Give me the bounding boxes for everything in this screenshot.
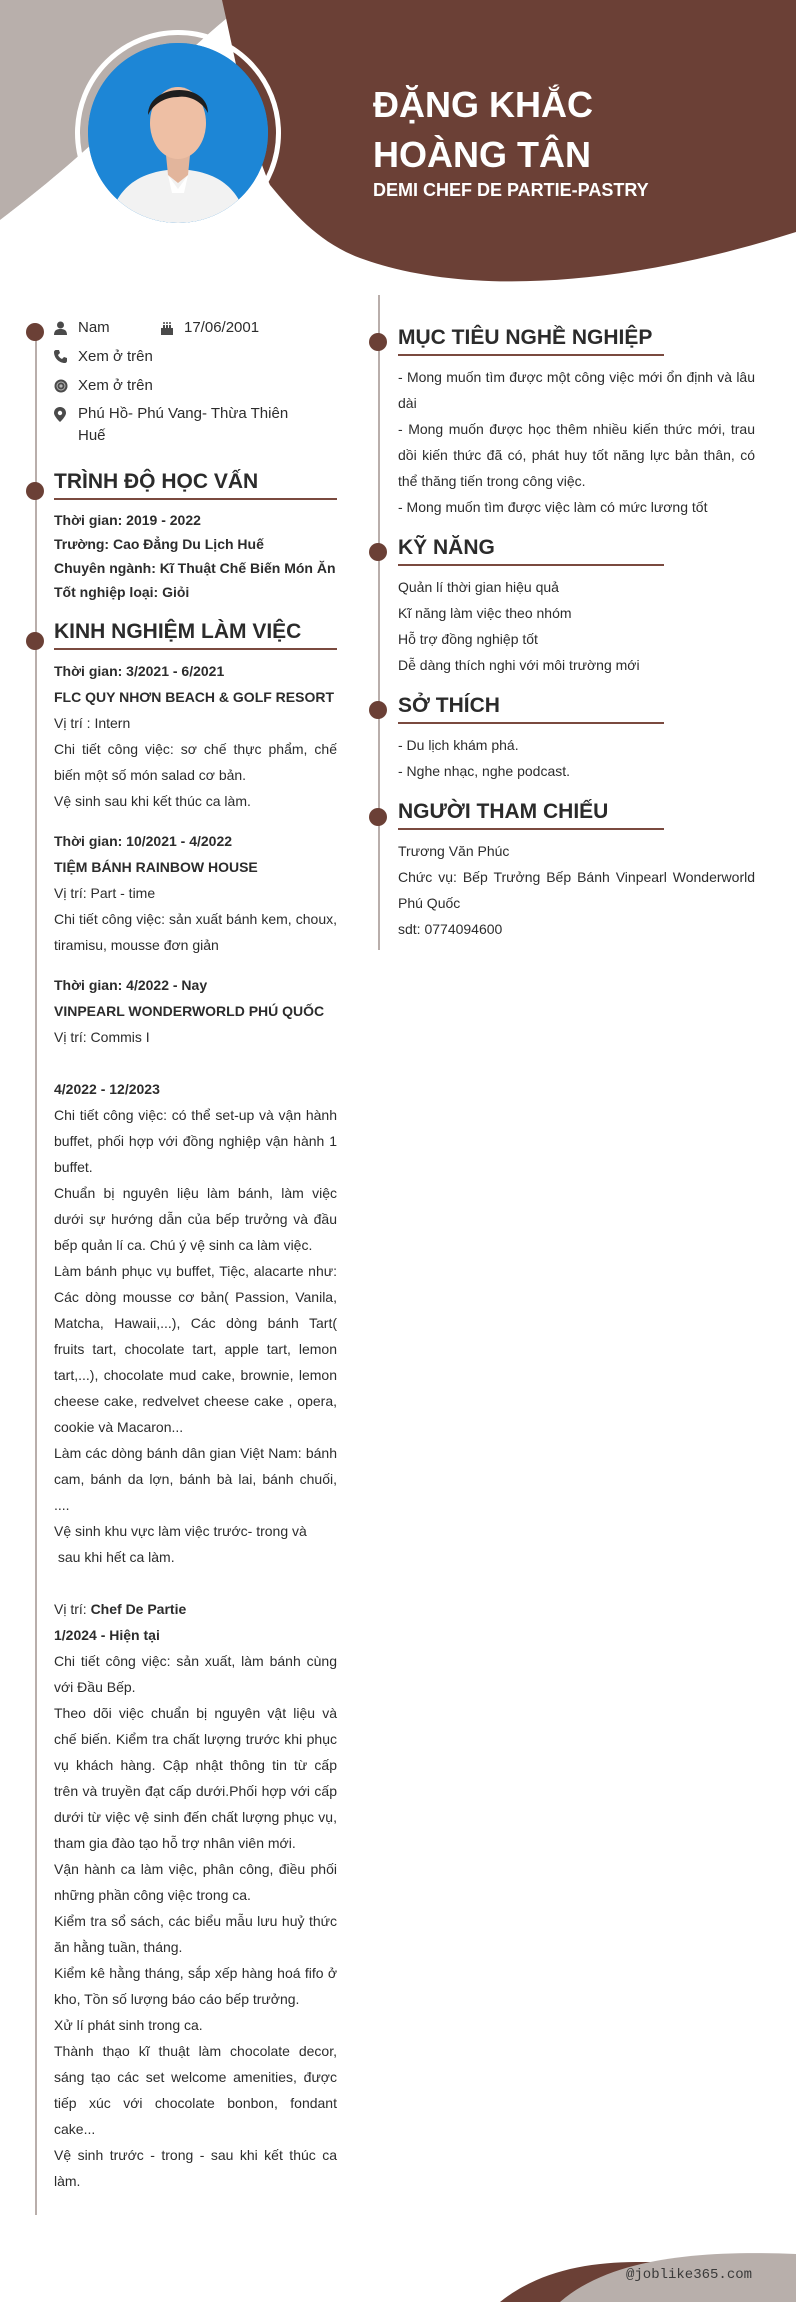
- birthday-cake-icon: [160, 318, 184, 337]
- job-2: [54, 828, 337, 958]
- name-line-1: ĐẶNG KHẮC: [373, 84, 593, 125]
- job-3-detail: Vệ sinh khu vực làm việc trước- trong và: [54, 1523, 307, 1539]
- avatar-photo: [88, 43, 268, 223]
- reference-position: Chức vụ: Bếp Trưởng Bếp Bánh Vinpearl Wonderworld Phú Quốc: [398, 869, 755, 911]
- job-3-time: Thời gian: 4/2022 - Nay: [54, 977, 208, 993]
- job-3-position-2: [54, 1596, 337, 1622]
- job-3-duty: Chi tiết công việc: sản xuất, làm bánh cùng với Đầu Bếp.: [54, 1653, 337, 1695]
- timeline-dot-objective: [369, 333, 387, 351]
- user-icon: [54, 318, 78, 337]
- watermark: @joblike365.com: [626, 2267, 753, 2283]
- email-row: [54, 376, 337, 395]
- skill-item: Quản lí thời gian hiệu quả: [398, 579, 559, 595]
- timeline-dot-reference: [369, 808, 387, 826]
- hobby-item: - Du lịch khám phá.: [398, 737, 519, 753]
- experience-title: KINH NGHIỆM LÀM VIỆC: [54, 620, 337, 650]
- objective-line: - Mong muốn được học thêm nhiều kiến thức mới, trau dồi kiến thức đã có, phát huy tốt năng lực bản thân, có thể thăng tiến trong công việc.: [398, 421, 755, 489]
- job-3-period-2: 4/2022 - 12/2023: [54, 1081, 160, 1097]
- birthday-value: 17/06/2001: [184, 319, 260, 336]
- timeline-dot-education: [26, 482, 44, 500]
- timeline-dot-personal: [26, 323, 44, 341]
- hobby-item: - Nghe nhạc, nghe podcast.: [398, 763, 571, 779]
- skill-item: Kĩ năng làm việc theo nhóm: [398, 605, 572, 621]
- reference-section: [398, 800, 755, 942]
- job-1-line: Vị trí : Intern: [54, 715, 131, 731]
- position-prefix: Vị trí:: [54, 1601, 91, 1617]
- phone-row: [54, 347, 337, 366]
- job-3-detail: Làm bánh phục vụ buffet, Tiệc, alacarte như: Các dòng mousse cơ bản( Passion, Vanila, Matcha, Hawaii,...), Các dòng bánh Tart( fruits tart, chocolate tart, apple tart, lemon tart,...), chocolate mud cake, brownie, lemon cheese cake, redvelvet cheese cake , opera, cookie và Macaron...: [54, 1263, 337, 1435]
- job-2-line: Chi tiết công việc: sản xuất bánh kem, choux, tiramisu, mousse đơn giản: [54, 911, 337, 953]
- job-3-duty: Theo dõi việc chuẩn bị nguyên vật liệu và chế biến. Kiểm tra chất lượng trước khi phục vụ khách hàng. Cập nhật thông tin từ cấp trên và truyền đạt cấp dưới.Phối hợp với cấp dưới từ việc vệ sinh đến chất lượng phục vụ, tham gia đào tạo hỗ trợ nhân viên mới.: [54, 1705, 337, 1851]
- globe-icon: [54, 376, 78, 395]
- job-3-duty: Kiểm kê hằng tháng, sắp xếp hàng hoá fifo ở kho, Tồn số lượng báo cáo bếp trưởng.: [54, 1965, 337, 2007]
- job-1-line: Vệ sinh sau khi kết thúc ca làm.: [54, 793, 251, 809]
- left-timeline: [35, 325, 37, 2215]
- job-2-line: Vị trí: Part - time: [54, 885, 156, 901]
- position-value: Chef De Partie: [90, 1601, 187, 1617]
- phone-icon: [54, 347, 78, 366]
- objective-section: [398, 326, 755, 520]
- hobbies-title: SỞ THÍCH: [398, 694, 664, 724]
- gender-birthday-row: [54, 318, 337, 337]
- right-column: [398, 318, 755, 942]
- timeline-dot-hobbies: [369, 701, 387, 719]
- skills-title: KỸ NĂNG: [398, 536, 664, 566]
- job-3-detail: Chuẩn bị nguyên liệu làm bánh, làm việc dưới sự hướng dẫn của bếp trưởng và đầu bếp quản lí ca. Chú ý vệ sinh ca làm việc.: [54, 1185, 337, 1253]
- personal-info: [54, 318, 337, 458]
- hobbies-section: [398, 694, 755, 784]
- reference-phone: sdt: 0774094600: [398, 921, 503, 937]
- job-3-detail: Làm các dòng bánh dân gian Việt Nam: bánh cam, bánh da lợn, bánh bà lai, bánh chuối, ....: [54, 1445, 337, 1513]
- education-time: Thời gian: 2019 - 2022: [54, 512, 201, 528]
- address-value: Phú Hồ- Phú Vang- Thừa Thiên Huế: [78, 405, 289, 444]
- header-banner: [0, 0, 796, 300]
- job-1-line: Chi tiết công việc: sơ chế thực phẩm, chế biến một số món salad cơ bản.: [54, 741, 337, 783]
- avatar: [88, 43, 268, 223]
- timeline-dot-experience: [26, 632, 44, 650]
- name-line-2: HOÀNG TÂN: [373, 134, 591, 175]
- job-3-duty: Vận hành ca làm việc, phân công, điều phối những phần công việc trong ca.: [54, 1861, 337, 1903]
- job-title: DEMI CHEF DE PARTIE-PASTRY: [373, 180, 649, 200]
- job-3-duty: Thành thạo kĩ thuật làm chocolate decor, sáng tạo các set welcome amenities, được tiếp xúc với chocolate bonbon, fondant cake...: [54, 2043, 337, 2137]
- job-2-time: Thời gian: 10/2021 - 4/2022: [54, 833, 233, 849]
- job-3-period-3: 1/2024 - Hiện tại: [54, 1627, 160, 1643]
- map-pin-icon: [54, 405, 78, 424]
- job-1: [54, 658, 337, 814]
- job-3-duty: Xử lí phát sinh trong ca.: [54, 2017, 203, 2033]
- education-grade: Tốt nghiệp loại: Giỏi: [54, 584, 190, 600]
- skills-section: [398, 536, 755, 678]
- job-3-duty: Vệ sinh trước - trong - sau khi kết thúc ca làm.: [54, 2147, 337, 2189]
- job-3-position: Vị trí: Commis I: [54, 1029, 150, 1045]
- education-major: Chuyên ngành: Kĩ Thuật Chế Biến Món Ăn: [54, 560, 336, 576]
- objective-line: - Mong muốn tìm được việc làm có mức lương tốt: [398, 499, 708, 515]
- phone-value: Xem ở trên: [78, 348, 153, 365]
- right-timeline: [378, 295, 380, 950]
- avatar-frame: [75, 30, 281, 236]
- skill-item: Hỗ trợ đồng nghiệp tốt: [398, 631, 538, 647]
- job-1-time: Thời gian: 3/2021 - 6/2021: [54, 663, 225, 679]
- job-3-detail: Chi tiết công việc: có thể set-up và vận hành buffet, phối hợp với đồng nghiệp vận hành 1 buffet.: [54, 1107, 337, 1175]
- job-2-company: TIỆM BÁNH RAINBOW HOUSE: [54, 859, 258, 875]
- objective-line: - Mong muốn tìm được một công việc mới ổn định và lâu dài: [398, 369, 755, 411]
- skill-item: Dễ dàng thích nghi với môi trường mới: [398, 657, 640, 673]
- address-row: [54, 405, 337, 447]
- objective-title: MỤC TIÊU NGHỀ NGHIỆP: [398, 326, 664, 356]
- job-3-company: VINPEARL WONDERWORLD PHÚ QUỐC: [54, 1003, 325, 1019]
- education-section: [54, 470, 337, 604]
- education-title: TRÌNH ĐỘ HỌC VẤN: [54, 470, 337, 500]
- timeline-dot-skills: [369, 543, 387, 561]
- job-3: [54, 972, 337, 2194]
- job-1-company: FLC QUY NHƠN BEACH & GOLF RESORT: [54, 689, 335, 705]
- experience-section: [54, 620, 337, 2194]
- job-3-detail: sau khi hết ca làm.: [54, 1549, 175, 1565]
- candidate-name: [373, 80, 593, 180]
- gender-value: Nam: [78, 319, 110, 336]
- education-school: Trường: Cao Đẳng Du Lịch Huế: [54, 536, 264, 552]
- reference-name: Trương Văn Phúc: [398, 843, 510, 859]
- email-value: Xem ở trên: [78, 377, 153, 394]
- job-3-duty: Kiểm tra sổ sách, các biểu mẫu lưu huỷ thức ăn hằng tuần, tháng.: [54, 1913, 337, 1955]
- left-column: [54, 318, 337, 2194]
- reference-title: NGƯỜI THAM CHIẾU: [398, 800, 664, 830]
